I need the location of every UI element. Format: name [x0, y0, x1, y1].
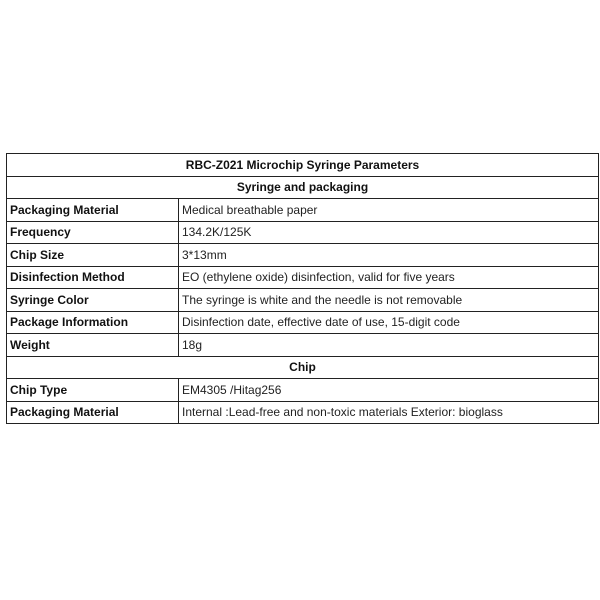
table-row: [7, 289, 599, 312]
table-row: [7, 401, 599, 424]
row-label-frequency: Frequency: [7, 221, 179, 244]
row-label-chip-size: Chip Size: [7, 244, 179, 267]
row-label-weight: Weight: [7, 334, 179, 357]
row-label-syringe-color: Syringe Color: [7, 289, 179, 312]
row-label-packaging-material: Packaging Material: [7, 199, 179, 222]
table-row: [7, 244, 599, 267]
row-label-chip-packaging-material: Packaging Material: [7, 401, 179, 424]
parameters-table: [6, 153, 599, 424]
row-value-frequency: 134.2K/125K: [179, 221, 599, 244]
row-value-chip-type: EM4305 /Hitag256: [179, 379, 599, 402]
table-row: [7, 379, 599, 402]
row-value-chip-packaging-material: Internal :Lead-free and non-toxic materials Exterior: bioglass: [179, 401, 599, 424]
table-title-row: [7, 154, 599, 177]
section-heading-row: [7, 356, 599, 379]
table-row: [7, 266, 599, 289]
section-heading-row: [7, 176, 599, 199]
table-row: [7, 334, 599, 357]
row-value-chip-size: 3*13mm: [179, 244, 599, 267]
table-row: [7, 199, 599, 222]
table-row: [7, 311, 599, 334]
row-value-disinfection-method: EO (ethylene oxide) disinfection, valid for five years: [179, 266, 599, 289]
row-value-syringe-color: The syringe is white and the needle is not removable: [179, 289, 599, 312]
row-value-package-information: Disinfection date, effective date of use, 15-digit code: [179, 311, 599, 334]
row-value-packaging-material: Medical breathable paper: [179, 199, 599, 222]
row-value-weight: 18g: [179, 334, 599, 357]
section-heading-syringe-packaging: Syringe and packaging: [7, 176, 599, 199]
section-heading-chip: Chip: [7, 356, 599, 379]
table-title: RBC-Z021 Microchip Syringe Parameters: [7, 154, 599, 177]
row-label-chip-type: Chip Type: [7, 379, 179, 402]
row-label-package-information: Package Information: [7, 311, 179, 334]
table-row: [7, 221, 599, 244]
row-label-disinfection-method: Disinfection Method: [7, 266, 179, 289]
parameters-table-body: [7, 154, 599, 424]
